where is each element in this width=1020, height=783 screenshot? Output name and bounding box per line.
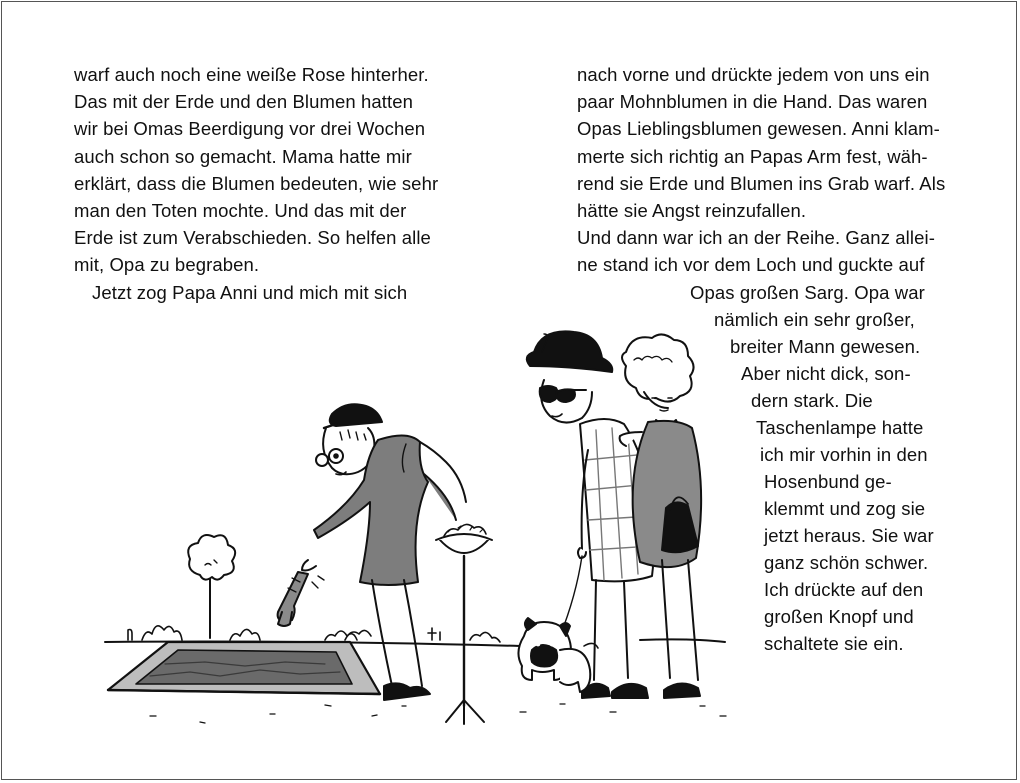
text-line: ganz schön schwer. [764,552,929,573]
text-line: Und dann war ich an der Reihe. Ganz allei- [577,227,935,249]
text-line: jetzt heraus. Sie war [764,525,934,546]
text-line: Hosenbund ge- [764,471,892,492]
text-line: Erde ist zum Verabschieden. So helfen alle [74,227,431,249]
text-line: Ich drückte auf den [764,579,924,600]
text-line: breiter Mann gewesen. [730,336,921,357]
text-line: Taschenlampe hatte [756,417,924,438]
text-line: man den Toten mochte. Und das mit der [74,200,407,222]
text-line: mit, Opa zu begraben. [74,254,260,276]
text-line: paar Mohnblumen in die Hand. Das waren [577,91,928,113]
text-line: schaltete sie ein. [764,633,904,654]
text-line: Aber nicht dick, son- [741,363,911,384]
text-line: rend sie Erde und Blumen ins Grab warf. Als [577,172,946,194]
text-line: Opas Lieblingsblumen gewesen. Anni klam- [577,118,940,140]
text-line: großen Knopf und [764,606,914,627]
text-line: Opas großen Sarg. Opa war [690,282,925,303]
dog-figure [518,556,598,692]
text-line: hätte sie Angst reinzufallen. [577,200,807,222]
text-line: dern stark. Die [751,390,873,411]
soil-bowl-stand [436,524,492,724]
text-line: Das mit der Erde und den Blumen hatten [74,91,414,113]
background-shrubs [128,626,500,642]
ground-marks [150,704,726,723]
text-line: wir bei Omas Beerdigung vor drei Wochen [74,118,426,140]
tree [188,535,235,638]
text-line: ich mir vorhin in den [760,444,928,465]
text-line: warf auch noch eine weiße Rose hinterher. [74,64,429,85]
text-line: merte sich richtig an Papas Arm fest, wäh- [577,145,928,167]
text-line: nach vorne und drückte jedem von uns ein [577,64,930,85]
text-line: erklärt, dass die Blumen bedeuten, wie sehr [74,172,439,194]
text-line: nämlich ein sehr großer, [714,309,915,330]
text-line: Jetzt zog Papa Anni und mich mit sich [92,281,408,303]
grave [108,642,380,694]
text-line: auch schon so gemacht. Mama hatte mir [74,145,412,167]
text-line: ne stand ich vor dem Loch und guckte auf [577,254,925,276]
text-line: klemmt und zog sie [764,498,926,519]
